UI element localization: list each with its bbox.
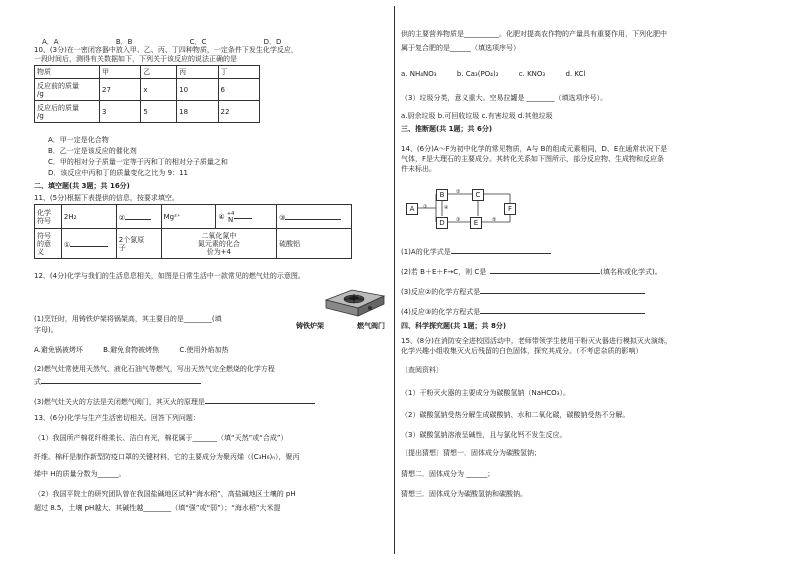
section2-title: 二、填空题(共 3题；共 16分) <box>34 182 130 190</box>
q14-stem-2: 气体，F是大理石的主要成分。其转化关系如下图所示，部分反应物、生成物和反应条 <box>401 155 665 163</box>
q12-p2: (2)燃气灶常使用天然气、液化石油气等燃气，写出天然气完全燃烧的化学方程 <box>34 365 275 373</box>
q11-cell: ① <box>61 229 116 259</box>
q9-option-c: C．C <box>189 38 207 46</box>
column-divider <box>394 6 395 554</box>
q11-cell-n-plus4: ④ +4 N <box>216 205 277 229</box>
q10-cell: 3 <box>100 101 141 123</box>
q11-cell: 2H₂ <box>61 205 116 229</box>
q13-p1c: 烯中 H的质量分数为______。 <box>34 470 126 478</box>
q15-stem-1: 15、(8分)在消防安全进校园活动中，老师带领学生使用干粉灭火器进行模拟灭火演练， <box>401 337 672 345</box>
step-label: ① <box>423 204 428 210</box>
step-label: ② <box>456 189 461 195</box>
q9-option-d: D．D <box>263 38 282 46</box>
q10-header-cell: 乙 <box>141 66 177 79</box>
q10-stem-1: 10、(3分)在一密闭容器中放入甲、乙、丙、丁四种物质，一定条件下发生化学反应， <box>34 46 298 54</box>
q13-stem: 13、(6分)化学与生产生活密切相关。回答下列问题： <box>34 414 200 422</box>
q10-cell: 18 <box>177 101 218 123</box>
info-3: （3）碳酸氢钠溶液呈碱性，且与氯化钙不发生反应。 <box>401 431 567 439</box>
q12-p2b: 式 <box>34 376 201 387</box>
q10-header-cell: 丁 <box>218 66 259 79</box>
section3-title: 三、推断题(共 1题；共 6分) <box>401 125 493 133</box>
label-cast-iron-grate: 铸铁炉架 <box>296 322 324 330</box>
fertilizer-option: b. Ca₃(PO₄)₂ <box>456 70 499 78</box>
q12-p1: (1)烹饪时，用铸铁炉架将锅架高，其主要目的是________(填 <box>34 315 222 323</box>
fertilizer-options <box>401 70 585 79</box>
q13-continued-line2: 属于复合肥的是______（填选项序号） <box>401 44 520 52</box>
q10-option-c: C．甲的相对分子质量一定等于丙和丁的相对分子质量之和 <box>48 158 228 166</box>
box-a: A <box>406 203 418 215</box>
info-1: （1）干粉灭火器的主要成分为碳酸氢钠（NaHCO₃）。 <box>401 389 570 397</box>
q12-stem: 12、(4分)化学与我们的生活息息相关，如图是日常生活中一款常见的燃气灶的示意图。 <box>34 272 305 280</box>
q13-p2: （2）我国平院士的研究团队曾在我国盐碱地区试种“海水稻”，高盐碱地区土壤的 pH <box>34 490 296 498</box>
q10-cell: 27 <box>100 79 141 101</box>
q10-cell: x <box>141 79 177 101</box>
q14-stem-3: 件未标出。 <box>401 165 436 173</box>
q11-cell: 2个氯原 子 <box>116 229 161 259</box>
q11-row2-label: 符号 的意 义 <box>35 229 62 259</box>
garbage-options: a.厨余垃圾 b.可回收垃圾 c.有害垃圾 d.其他垃圾 <box>401 112 553 120</box>
q9-option-b: B．B <box>115 38 133 46</box>
section4-title: 四、科学探究题(共 1题；共 8分) <box>401 322 507 330</box>
q10-cell: 22 <box>218 101 259 123</box>
q11-stem: 11、(5分)根据下表提供的信息，按要求填空。 <box>34 194 179 202</box>
fertilizer-option: a. NH₄NO₃ <box>401 70 437 78</box>
box-e: E <box>470 217 482 229</box>
hypothesis-1: 〔提出猜想〕猜想一．固体成分为碳酸氢钠； <box>401 449 541 457</box>
q10-row1-label: 反应前的质量 /g <box>35 79 100 101</box>
q10-cell: 5 <box>141 101 177 123</box>
step-label: ③ <box>456 217 461 223</box>
q14-p3: (3)反应②的化学方程式是 <box>401 286 645 297</box>
q10-table <box>34 65 260 123</box>
q10-row2-label: 反应后的质量 /g <box>35 101 100 123</box>
q10-cell: 10 <box>177 79 218 101</box>
q14-p4: (4)反应③的化学方程式是 <box>401 306 645 317</box>
q11-table <box>34 204 352 259</box>
q14-p2: (2)若 B＋E＋F→C，则 C是 (填名称或化学式)。 <box>401 268 662 276</box>
q14-p1: (1)A的化学式是 <box>401 246 551 257</box>
q13-p1: （1）我国所产棉花纤维柔长、洁白有光，棉花属于_______（填“天然”或“合成”） <box>34 434 288 442</box>
info-2: （2）碳酸氢钠受热分解生成碳酸钠、水和二氧化碳，碳酸钠受热不分解。 <box>401 411 630 419</box>
q11-cell: Mg²⁺ <box>161 205 216 229</box>
box-b: B <box>436 189 448 201</box>
q10-cell: 6 <box>218 79 259 101</box>
box-f: F <box>504 203 516 215</box>
q13-p2b: 超过 8.5，土壤 pH越大、其碱性越________（填“强”或“弱”）；“海水稻”大米提 <box>34 504 281 512</box>
q10-stem-2: 一段时间后，测得有关数据如下，下列关于该反应的说法正确的是 <box>34 55 237 63</box>
q13-continued-line1: 供的主要营养物质是__________。化肥对提高农作物的产量具有重要作用，下列化肥中 <box>401 30 667 38</box>
q10-option-b: B．乙一定是该反应的催化剂 <box>48 147 137 155</box>
q12-p3: (3)燃气灶关火的方法是关闭燃气阀门，其灭火的原理是 <box>34 396 315 407</box>
info-title: 〔查阅资料〕 <box>401 366 443 374</box>
q11-cell: ③ <box>277 205 352 229</box>
q11-cell: ② <box>116 205 161 229</box>
q12-option-c: C.使用外焰加热 <box>179 346 229 354</box>
q12-p1b: 字母)。 <box>34 326 58 334</box>
box-d: D <box>436 217 448 229</box>
hypothesis-3: 猜想三．固体成分为碳酸氢钠和碳酸钠。 <box>401 490 527 498</box>
step-label: ④ <box>444 205 449 211</box>
q12-p1-options <box>34 346 229 355</box>
q11-cell: 二氧化氮中 氮元素的化合 价为+4 <box>161 229 276 259</box>
q12-option-a: A.避免锅被烤坏 <box>34 346 83 354</box>
q10-header-cell: 丙 <box>177 66 218 79</box>
q13-garbage-question: （3）垃圾分类，意义重大。空易拉罐是 ________（填选项序号）。 <box>401 94 608 102</box>
q12-option-b: B.避免食物被烤焦 <box>103 346 160 354</box>
q14-stem-1: 14、(6分)A～F为初中化学的常见物质，A与 B的组成元素相同，D、E在通常状况下是 <box>401 145 668 153</box>
q11-row1-label: 化学 符号 <box>35 205 62 229</box>
hypothesis-2: 猜想二．固体成分为 ______； <box>401 470 495 478</box>
q10-header-cell: 甲 <box>100 66 141 79</box>
fertilizer-option: c. KNO₃ <box>518 70 546 78</box>
box-c: C <box>472 189 484 201</box>
q14-flow-diagram <box>406 186 526 232</box>
q11-cell: 硫酸铝 <box>277 229 352 259</box>
q10-option-d: D．该反应中丙和丁的质量变化之比为 9：11 <box>48 169 188 177</box>
gas-stove-illustration <box>322 286 388 320</box>
q9-option-a: A．A <box>42 38 59 46</box>
fertilizer-option: d. KCl <box>565 70 586 78</box>
q10-header-cell: 物质 <box>35 66 100 79</box>
step-label: ⑤ <box>492 217 497 223</box>
q13-p1b: 纤维。棉秆是制作新型防疫口罩的关键材料，它的主要成分为聚丙烯（(C₃H₆)ₙ），聚丙 <box>34 453 300 461</box>
q10-option-a: A．甲一定是化合物 <box>48 136 109 144</box>
q15-stem-2: 化学兴趣小组收集灭火后残留的白色固体，探究其成分。（不考虑杂质的影响） <box>401 347 643 355</box>
label-gas-valve: 燃气阀门 <box>357 322 385 330</box>
